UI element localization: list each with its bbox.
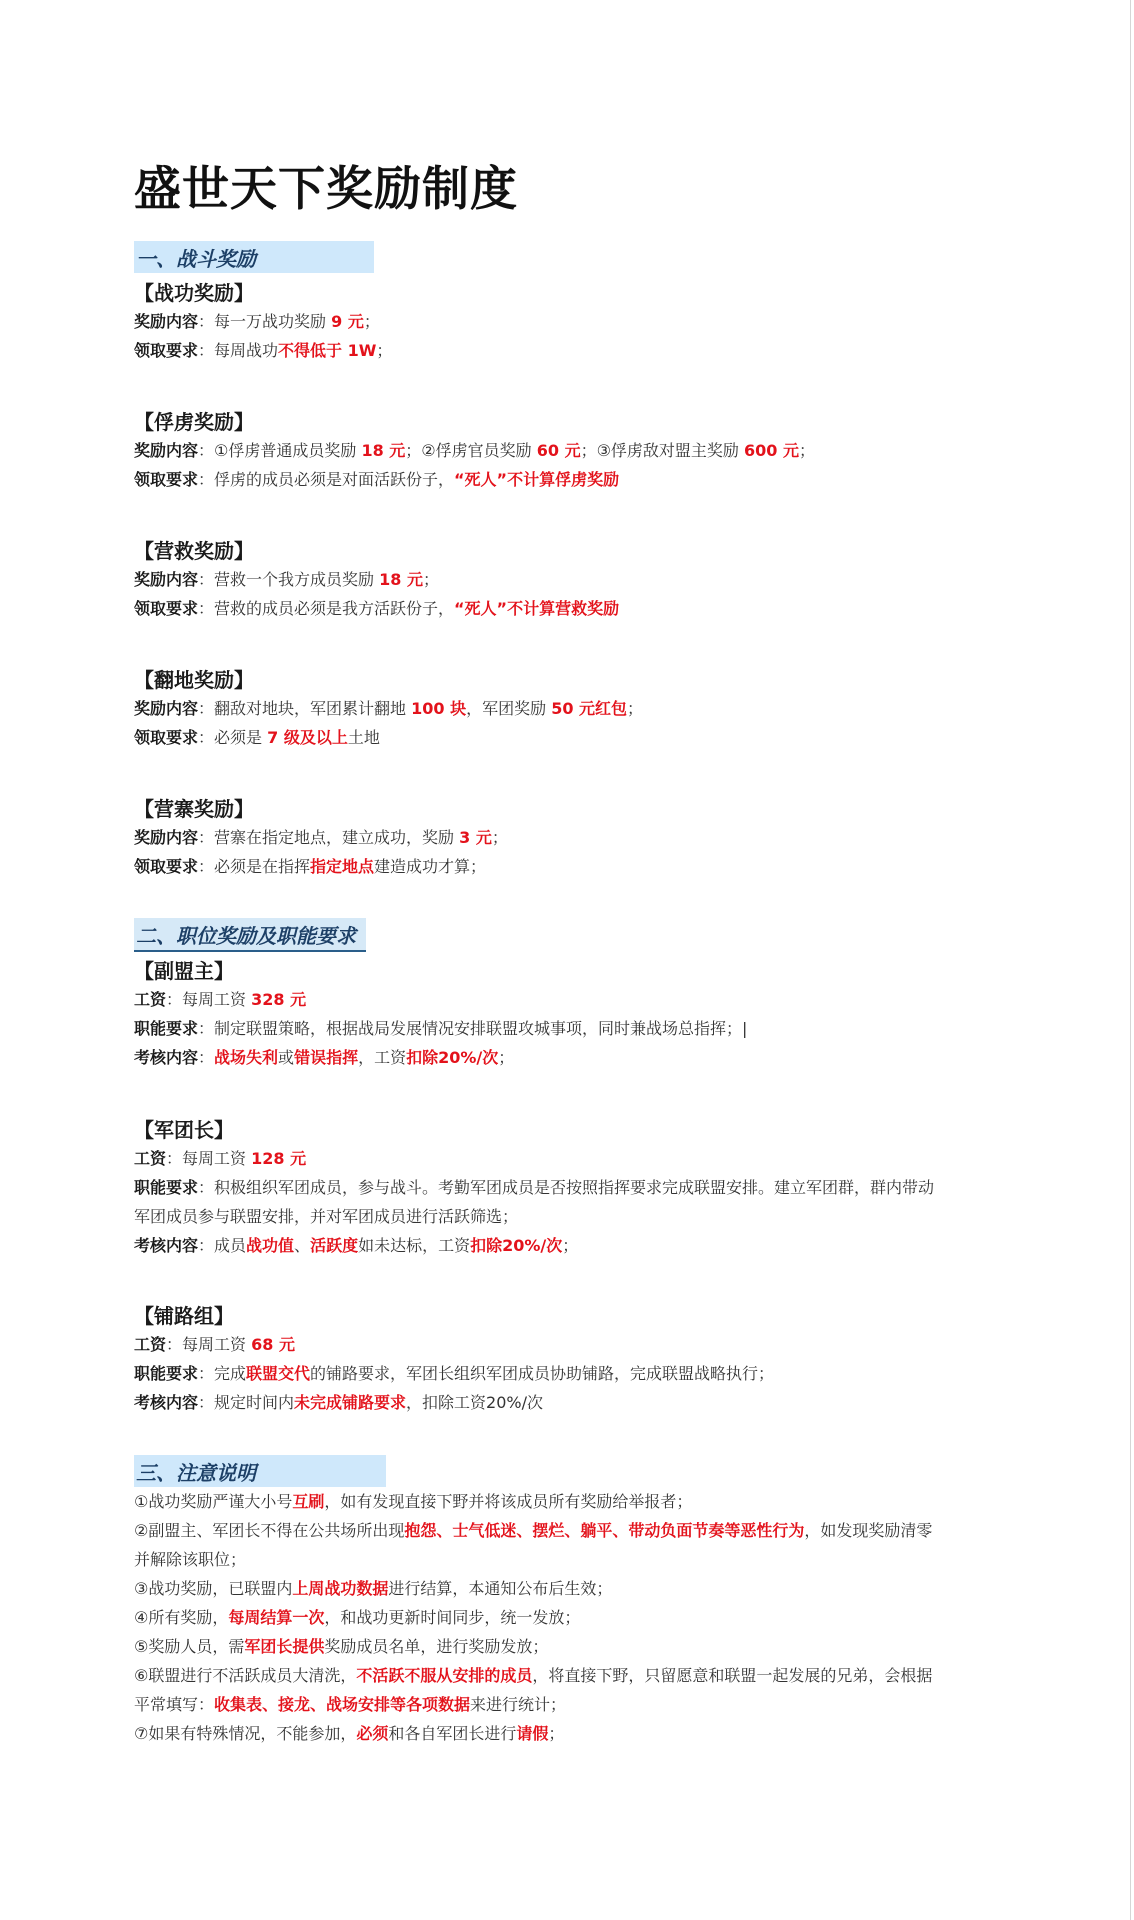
highlight: 战功值 (246, 1236, 295, 1255)
text: ③战功奖励，已联盟内 (134, 1579, 293, 1598)
text: ：规定时间内 (198, 1393, 295, 1412)
label: 领取要求 (134, 599, 199, 618)
note-5 (134, 1637, 548, 1657)
text: ；②俘虏官员奖励 (405, 441, 537, 460)
highlight: 指定地点 (310, 857, 375, 876)
subheading-fandi: 【翻地奖励】 (134, 668, 254, 692)
text: 来进行统计； (470, 1695, 567, 1714)
text: 建造成功才算； (374, 857, 487, 876)
highlight: 不活跃不服从安排的成员 (356, 1666, 533, 1685)
zhangong-content-line (134, 312, 380, 332)
juntuanzhang-salary-line (134, 1149, 306, 1169)
text: ，军团奖励 (466, 699, 552, 718)
text: ：翻敌对地块，军团累计翻地 (198, 699, 412, 718)
text: ； (799, 441, 816, 460)
text: ，将直接下野，只留愿意和联盟一起发展的兄弟，会根据 (532, 1666, 933, 1685)
text: ：必须是在指挥 (198, 857, 311, 876)
text: 或 (278, 1048, 295, 1067)
juntuanzhang-duty-line-cont: 军团成员参与联盟安排，并对军团成员进行活跃筛选； (134, 1207, 519, 1226)
label: 考核内容 (134, 1048, 199, 1067)
juntuanzhang-assessment-line (134, 1236, 578, 1256)
highlight: 战场失利 (214, 1048, 279, 1067)
note-4 (134, 1608, 580, 1628)
fumengzhu-duty-line (134, 1019, 747, 1039)
section-heading-notes (134, 1455, 386, 1487)
highlight: 请假 (516, 1724, 549, 1743)
text: ；③俘虏敌对盟主奖励 (580, 441, 745, 460)
text: ：营寨在指定地点，建立成功，奖励 (198, 828, 460, 847)
text: ，扣除工资20%/次 (406, 1393, 544, 1412)
highlight: 扣除20%/次 (406, 1048, 499, 1067)
note-2 (134, 1521, 932, 1541)
label: 考核内容 (134, 1393, 199, 1412)
text: ； (627, 699, 644, 718)
text: ：完成 (198, 1364, 247, 1383)
label: 奖励内容 (134, 570, 199, 589)
text: ⑦如果有特殊情况，不能参加， (134, 1724, 357, 1743)
text: 土地 (347, 728, 380, 747)
label: 工资 (134, 990, 167, 1009)
label: 领取要求 (134, 728, 199, 747)
text: ：必须是 (198, 728, 268, 747)
text: ：①俘虏普通成员奖励 (198, 441, 362, 460)
text: ； (422, 570, 439, 589)
highlight: 收集表、接龙、战场安排等各项数据 (214, 1695, 471, 1714)
text: 奖励成员名单，进行奖励发放； (324, 1637, 549, 1656)
note-6-cont (134, 1695, 566, 1715)
subheading-zhangong: 【战功奖励】 (134, 281, 254, 305)
highlight: 不得低于 1W (278, 341, 377, 360)
text: 的铺路要求，军团长组织军团成员协助铺路，完成联盟战略执行； (310, 1364, 775, 1383)
subheading-pulu: 【铺路组】 (134, 1304, 234, 1328)
text: ； (376, 341, 393, 360)
text: ④所有奖励， (134, 1608, 229, 1627)
highlight: 联盟交代 (246, 1364, 311, 1383)
label: 奖励内容 (134, 441, 199, 460)
label: 职能要求 (134, 1019, 199, 1038)
text: ：每周工资 (166, 1149, 252, 1168)
label: 领取要求 (134, 470, 199, 489)
yingzhai-content-line (134, 828, 508, 848)
highlight: 扣除20%/次 (470, 1236, 563, 1255)
text: ：营救的成员必须是我方活跃份子， (198, 599, 455, 618)
section-heading-label: 一、战斗奖励 (136, 247, 256, 271)
highlight: 活跃度 (310, 1236, 359, 1255)
text: ； (498, 1048, 515, 1067)
text: 如未达标，工资 (358, 1236, 471, 1255)
highlight: 60 元 (536, 441, 581, 460)
label: 职能要求 (134, 1178, 199, 1197)
text: ：制定联盟策略，根据战局发展情况安排联盟攻城事项，同时兼战场总指挥；| (198, 1019, 748, 1038)
pulu-duty-line (134, 1364, 774, 1384)
highlight: 军团长提供 (244, 1637, 325, 1656)
text: ； (562, 1236, 579, 1255)
highlight: 100 块 (411, 699, 467, 718)
fandi-content-line (134, 699, 643, 719)
highlight: 128 元 (251, 1149, 307, 1168)
text: ：俘虏的成员必须是对面活跃份子， (198, 470, 455, 489)
label: 奖励内容 (134, 699, 199, 718)
highlight: 未完成铺路要求 (294, 1393, 407, 1412)
text: ，如发现奖励清零 (804, 1521, 933, 1540)
juntuanzhang-duty-line (134, 1178, 934, 1198)
text: ⑥联盟进行不活跃成员大清洗， (134, 1666, 357, 1685)
subheading-yingjiu: 【营救奖励】 (134, 539, 254, 563)
fandi-requirement-line (134, 728, 380, 748)
text: 和各自军团长进行 (388, 1724, 517, 1743)
text: ①战功奖励严谨大小号 (134, 1492, 293, 1511)
note-3 (134, 1579, 612, 1599)
section-heading-battle (134, 241, 374, 273)
highlight: 9 元 (331, 312, 364, 331)
highlight: 抱怨、士气低迷、摆烂、躺平、带动负面节奏等恶性行为 (404, 1521, 805, 1540)
highlight: 50 元红包 (551, 699, 628, 718)
text: ：成员 (198, 1236, 247, 1255)
label: 奖励内容 (134, 312, 199, 331)
pulu-assessment-line (134, 1393, 543, 1413)
note-2-cont: 并解除该职位； (134, 1550, 247, 1569)
furu-content-line (134, 441, 815, 461)
highlight: 7 级及以上 (267, 728, 348, 747)
text: ； (548, 1724, 565, 1743)
text: ； (363, 312, 380, 331)
label: 领取要求 (134, 857, 199, 876)
highlight: 错误指挥 (294, 1048, 359, 1067)
text: ⑤奖励人员，需 (134, 1637, 245, 1656)
highlight: 328 元 (251, 990, 307, 1009)
highlight: 上周战功数据 (292, 1579, 389, 1598)
highlight: 必须 (356, 1724, 389, 1743)
note-7 (134, 1724, 564, 1744)
text: ②副盟主、军团长不得在公共场所出现 (134, 1521, 405, 1540)
text: ，和战功更新时间同步，统一发放； (324, 1608, 581, 1627)
furu-requirement-line (134, 470, 619, 490)
highlight: 互刷 (292, 1492, 325, 1511)
text: ：每周战功 (198, 341, 279, 360)
page-title: 盛世天下奖励制度 (134, 162, 518, 217)
section-heading-label: 三、注意说明 (136, 1461, 256, 1485)
fumengzhu-salary-line (134, 990, 306, 1010)
right-edge-divider (1130, 0, 1131, 1920)
highlight: 18 元 (379, 570, 423, 589)
yingjiu-content-line (134, 570, 439, 590)
label: 领取要求 (134, 341, 199, 360)
subheading-yingzhai: 【营寨奖励】 (134, 797, 254, 821)
highlight: 18 元 (361, 441, 406, 460)
text: ； (491, 828, 508, 847)
text: ：每一万战功奖励 (198, 312, 332, 331)
label: 职能要求 (134, 1364, 199, 1383)
highlight: “死人”不计算俘虏奖励 (454, 470, 620, 489)
section-heading-positions (134, 918, 366, 952)
label: 考核内容 (134, 1236, 199, 1255)
note-6 (134, 1666, 932, 1686)
pulu-salary-line (134, 1335, 295, 1355)
highlight: 3 元 (459, 828, 492, 847)
subheading-juntuanzhang: 【军团长】 (134, 1118, 234, 1142)
highlight: 每周结算一次 (228, 1608, 325, 1627)
text: ：每周工资 (166, 1335, 252, 1354)
text: 、 (294, 1236, 311, 1255)
subheading-fumengzhu: 【副盟主】 (134, 959, 234, 983)
text: ： (198, 1048, 215, 1067)
subheading-furu: 【俘虏奖励】 (134, 410, 254, 434)
text: ：积极组织军团成员，参与战斗。考勤军团成员是否按照指挥要求完成联盟安排。建立军团群，群内带动 (198, 1178, 935, 1197)
zhangong-requirement-line (134, 341, 392, 361)
section-heading-label: 二、职位奖励及职能要求 (136, 924, 356, 948)
label: 奖励内容 (134, 828, 199, 847)
text: ，如有发现直接下野并将该成员所有奖励给举报者； (324, 1492, 693, 1511)
text: 平常填写： (134, 1695, 215, 1714)
text: 进行结算，本通知公布后生效； (388, 1579, 613, 1598)
yingjiu-requirement-line (134, 599, 619, 619)
label: 工资 (134, 1335, 167, 1354)
text: ：营救一个我方成员奖励 (198, 570, 380, 589)
highlight: 68 元 (251, 1335, 295, 1354)
label: 工资 (134, 1149, 167, 1168)
highlight: 600 元 (744, 441, 799, 460)
highlight: “死人”不计算营救奖励 (454, 599, 620, 618)
yingzhai-requirement-line (134, 857, 486, 877)
text: ，工资 (358, 1048, 407, 1067)
text: ：每周工资 (166, 990, 252, 1009)
note-1 (134, 1492, 692, 1512)
fumengzhu-assessment-line (134, 1048, 514, 1068)
